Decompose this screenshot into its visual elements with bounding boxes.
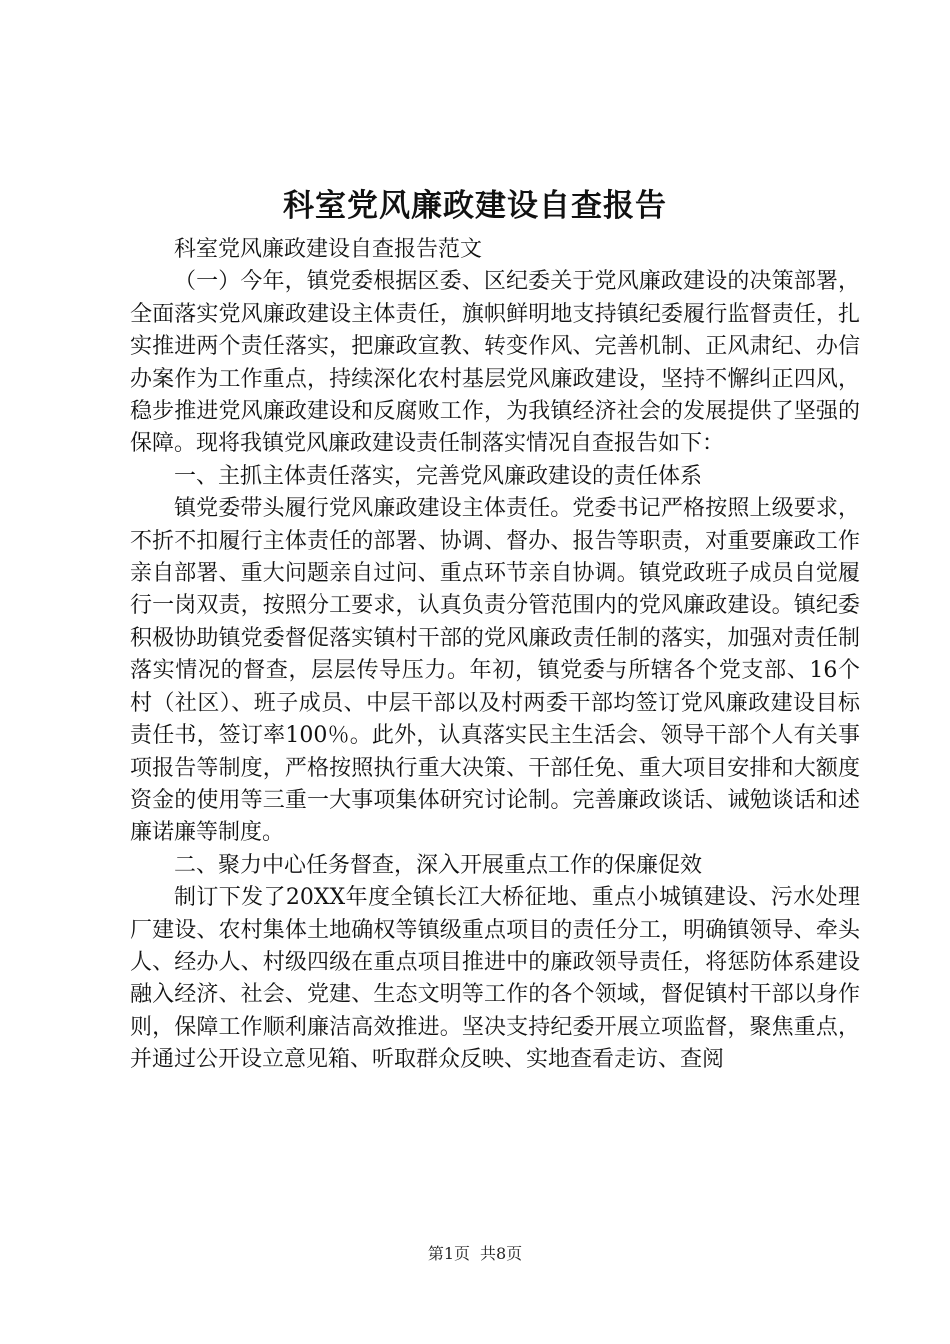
page-footer <box>0 1243 950 1265</box>
section-2-paragraph: 制订下发了20XX年度全镇长江大桥征地、重点小城镇建设、污水处理厂建设、农村集体土地确权等镇级重点项目的责任分工，明确镇领导、牵头人、经办人、村级四级在重点项目推进中的廉政领导责任，将惩防体系建设融入经济、社会、党建、生态文明等工作的各个领域，督促镇村干部以身作则，保障工作顺利廉洁高效推进。坚决支持纪委开展立项监督，聚焦重点，并通过公开设立意见箱、听取群众反映、实地查看走访、查阅 <box>130 885 860 1073</box>
document-body <box>130 234 860 1077</box>
section-1-paragraph: 镇党委带头履行党风廉政建设主体责任。党委书记严格按照上级要求，不折不扣履行主体责任的部署、协调、督办、报告等职责，对重要廉政工作亲自部署、重大问题亲自过问、重点环节亲自协调。镇党政班子成员自觉履行一岗双责，按照分工要求，认真负责分管范围内的党风廉政建设。镇纪委积极协助镇党委督促落实镇村干部的党风廉政责任制的落实，加强对责任制落实情况的督查，层层传导压力。年初，镇党委与所辖各个党支部、16个村（社区）、班子成员、中层干部以及村两委干部均签订党风廉政建设目标责任书，签订率100％。此外，认真落实民主生活会、领导干部个人有关事项报告等制度，严格按照执行重大决策、干部任免、重大项目安排和大额度资金的使用等三重一大事项集体研究讨论制。完善廉政谈话、诫勉谈话和述廉诺廉等制度。 <box>130 496 860 846</box>
page-total: 共8页 <box>480 1244 523 1263</box>
document-title: 科室党风廉政建设自查报告 <box>283 188 667 224</box>
intro-paragraph: （一）今年，镇党委根据区委、区纪委关于党风廉政建设的决策部署，全面落实党风廉政建设主体责任，旗帜鲜明地支持镇纪委履行监督责任，扎实推进两个责任落实，把廉政宣教、转变作风、完善机制、正风肃纪、办信办案作为工作重点，持续深化农村基层党风廉政建设，坚持不懈纠正四风，稳步推进党风廉政建设和反腐败工作，为我镇经济社会的发展提供了坚强的保障。现将我镇党风廉政建设责任制落实情况自查报告如下： <box>130 269 860 457</box>
section-heading-1: 一、主抓主体责任落实，完善党风廉政建设的责任体系 <box>174 463 703 489</box>
section-heading-2: 二、聚力中心任务督查，深入开展重点工作的保廉促效 <box>174 852 703 878</box>
subtitle-paragraph: 科室党风廉政建设自查报告范文 <box>174 237 483 262</box>
page-number: 第1页 <box>427 1244 470 1263</box>
